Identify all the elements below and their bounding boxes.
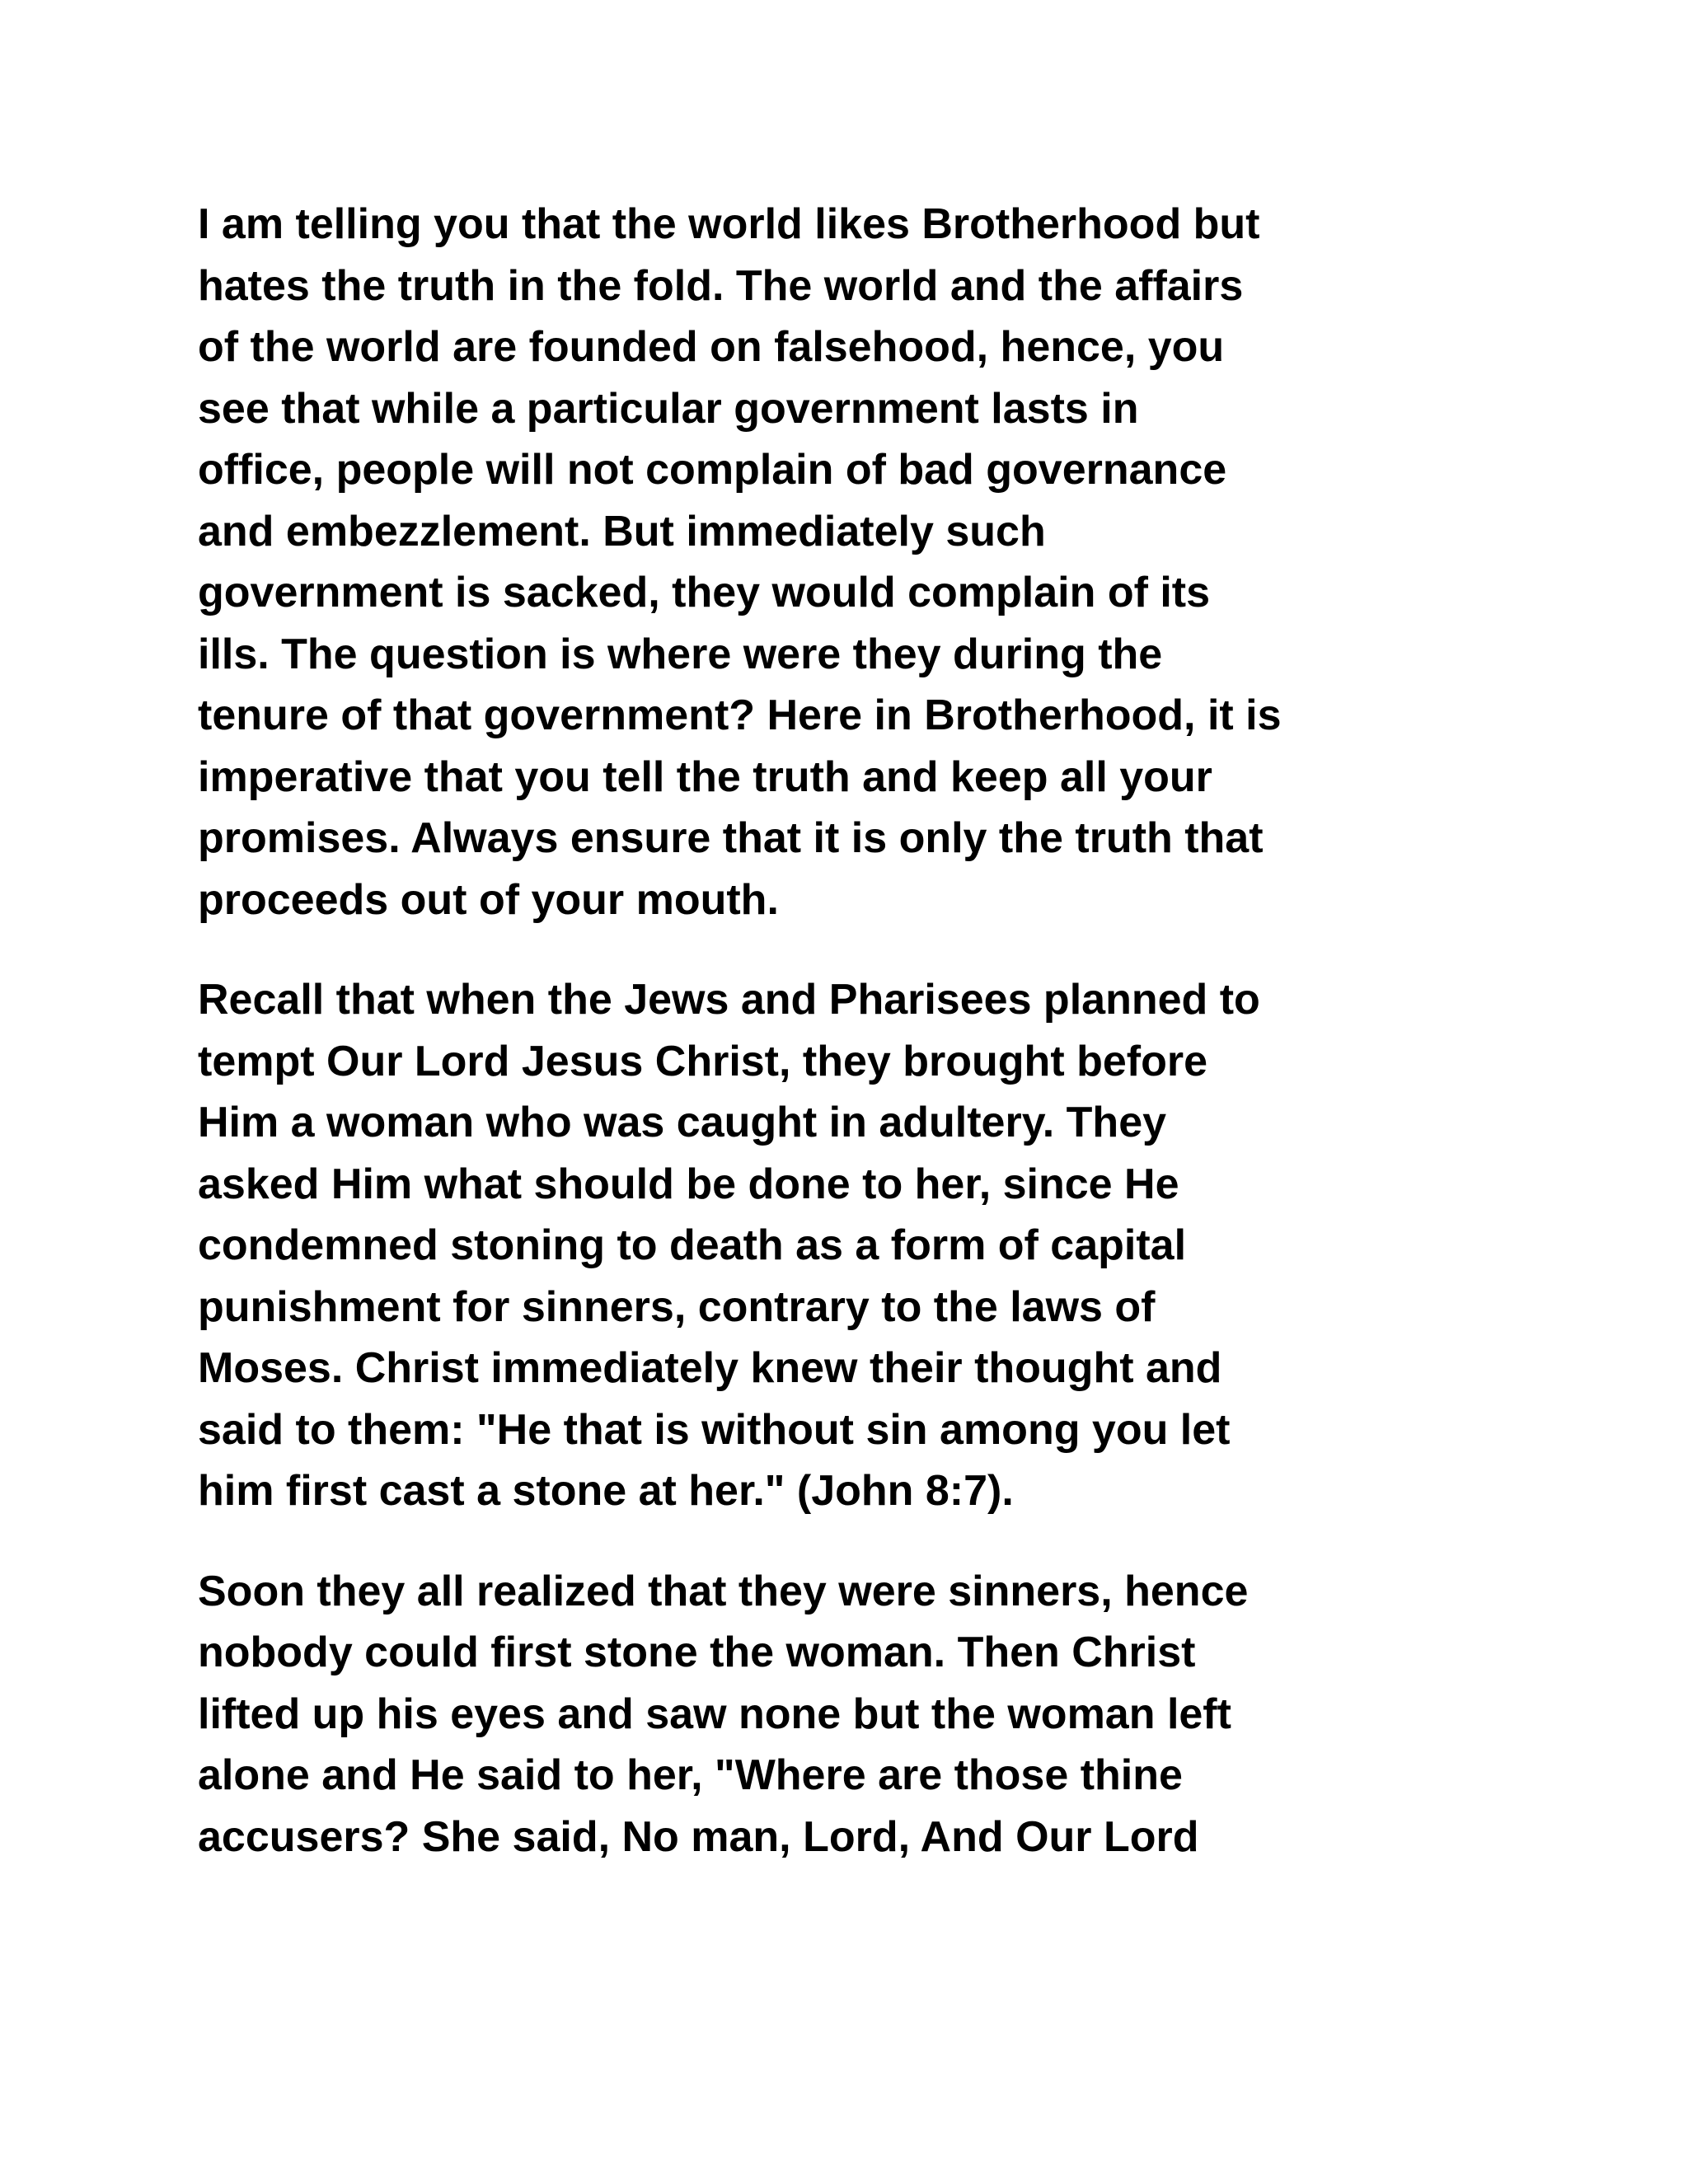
text-line: Him a woman who was caught in adultery. They	[198, 1099, 1167, 1146]
text-line: nobody could first stone the woman. Then Christ	[198, 1629, 1196, 1676]
text-line: lifted up his eyes and saw none but the woman left	[198, 1690, 1231, 1738]
text-line: asked Him what should be done to her, since He	[198, 1160, 1179, 1208]
paragraph-spacer	[198, 1522, 1517, 1561]
paragraph-1	[198, 194, 1517, 930]
text-line: punishment for sinners, contrary to the laws of	[198, 1282, 1156, 1331]
text-line: accusers? She said, No man, Lord, And Our Lord	[198, 1812, 1199, 1861]
text-line: see that while a particular government lasts in	[198, 384, 1139, 433]
text-line: hates the truth in the fold. The world and the affairs	[198, 261, 1244, 310]
text-line: government is sacked, they would complain of its	[198, 569, 1211, 616]
text-line: imperative that you tell the truth and keep all your	[198, 752, 1212, 801]
paragraph-3	[198, 1561, 1517, 1868]
text-line: Soon they all realized that they were sinners, hence	[198, 1567, 1249, 1615]
text-line: of the world are founded on falsehood, hence, you	[198, 323, 1225, 371]
text-line: Recall that when the Jews and Pharisees planned to	[198, 976, 1260, 1024]
text-line: proceeds out of your mouth.	[198, 875, 779, 924]
text-line: promises. Always ensure that it is only the truth that	[198, 814, 1264, 862]
document-body	[198, 194, 1517, 1868]
paragraph-spacer	[198, 930, 1517, 969]
text-line: and embezzlement. But immediately such	[198, 507, 1046, 555]
text-line: Moses. Christ immediately knew their thought and	[198, 1344, 1222, 1392]
text-line: I am telling you that the world likes Brotherhood but	[198, 200, 1260, 248]
text-line: alone and He said to her, "Where are those thine	[198, 1751, 1183, 1799]
text-line: ills. The question is where were they during the	[198, 630, 1163, 678]
text-line: tempt Our Lord Jesus Christ, they brought before	[198, 1037, 1207, 1085]
text-line: office, people will not complain of bad governance	[198, 446, 1227, 494]
text-line: said to them: "He that is without sin among you let	[198, 1405, 1231, 1454]
paragraph-2	[198, 969, 1517, 1522]
text-line: tenure of that government? Here in Brotherhood, it is	[198, 691, 1282, 739]
text-line: him first cast a stone at her." (John 8:7).	[198, 1467, 1014, 1515]
text-line: condemned stoning to death as a form of capital	[198, 1221, 1187, 1269]
